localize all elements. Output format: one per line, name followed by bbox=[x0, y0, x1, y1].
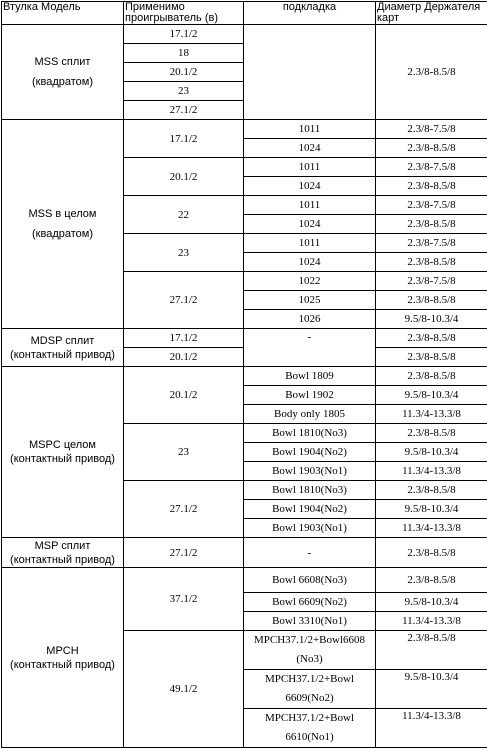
diameter-cell: 9.5/8-10.3/4 bbox=[376, 670, 487, 709]
applicable-cell: 27.1/2 bbox=[124, 481, 244, 538]
diameter-cell: 2.3/8-8.5/8 bbox=[376, 253, 487, 272]
diameter-cell: 2.3/8-7.5/8 bbox=[376, 196, 487, 215]
diameter-cell: 11.3/4-13.3/8 bbox=[376, 462, 487, 481]
model-name: MDSP сплит bbox=[3, 334, 122, 348]
pad-cell: Bowl 1903(No1) bbox=[244, 519, 376, 538]
diameter-cell: 9.5/8-10.3/4 bbox=[376, 443, 487, 462]
pad-cell: Bowl 1810(No3) bbox=[244, 481, 376, 500]
pad-cell: Bowl 1904(No2) bbox=[244, 500, 376, 519]
pad-line: 6610(No1) bbox=[245, 728, 374, 747]
pad-line: MPCH37.1/2+Bowl bbox=[245, 709, 374, 728]
diameter-cell: 2.3/8-7.5/8 bbox=[376, 234, 487, 253]
diameter-cell: 2.3/8-8.5/8 bbox=[376, 631, 487, 670]
diameter-cell: 2.3/8-8.5/8 bbox=[376, 139, 487, 158]
model-cell bbox=[2, 538, 124, 568]
diameter-cell: 9.5/8-10.3/4 bbox=[376, 310, 487, 329]
model-note: (контактный привод) bbox=[3, 553, 122, 567]
applicable-cell: 23 bbox=[124, 424, 244, 481]
header-applicable: Применимо проигрыватель (в) bbox=[124, 2, 244, 25]
pad-cell: 1024 bbox=[244, 215, 376, 234]
pad-cell: - bbox=[244, 329, 376, 367]
model-name: MSS в целом bbox=[3, 204, 122, 224]
pad-cell: 1011 bbox=[244, 196, 376, 215]
applicable-cell: 23 bbox=[124, 234, 244, 272]
diameter-cell: 2.3/8-8.5/8 bbox=[376, 291, 487, 310]
model-name: MPCH bbox=[3, 644, 122, 658]
applicable-cell: 37.1/2 bbox=[124, 568, 244, 631]
pad-cell: 1024 bbox=[244, 139, 376, 158]
header-diameter: Диаметр Держателя карт bbox=[376, 2, 487, 25]
diameter-cell: 9.5/8-10.3/4 bbox=[376, 386, 487, 405]
model-cell bbox=[2, 25, 124, 120]
applicable-cell: 17.1/2 bbox=[124, 25, 244, 44]
header-model: Втулка Модель bbox=[2, 2, 124, 25]
pad-line: MPCH37.1/2+Bowl6608 bbox=[245, 631, 374, 650]
pad-cell: Bowl 1902 bbox=[244, 386, 376, 405]
model-note: (контактный привод) bbox=[3, 348, 122, 362]
applicable-cell: 27.1/2 bbox=[124, 538, 244, 568]
diameter-cell: 11.3/4-13.3/8 bbox=[376, 612, 487, 631]
diameter-cell: 11.3/4-13.3/8 bbox=[376, 519, 487, 538]
diameter-cell: 2.3/8-7.5/8 bbox=[376, 272, 487, 291]
applicable-cell: 27.1/2 bbox=[124, 272, 244, 329]
diameter-cell: 2.3/8-8.5/8 bbox=[376, 538, 487, 568]
pad-cell bbox=[244, 631, 376, 670]
pad-line: (No3) bbox=[245, 650, 374, 669]
model-note: (квадратом) bbox=[3, 224, 122, 244]
pad-cell: - bbox=[244, 538, 376, 568]
diameter-cell: 2.3/8-8.5/8 bbox=[376, 25, 487, 120]
model-name: MSS сплит bbox=[3, 52, 122, 72]
applicable-cell: 27.1/2 bbox=[124, 101, 244, 120]
diameter-cell: 2.3/8-7.5/8 bbox=[376, 158, 487, 177]
applicable-cell: 23 bbox=[124, 82, 244, 101]
model-cell bbox=[2, 329, 124, 367]
diameter-cell: 2.3/8-8.5/8 bbox=[376, 215, 487, 234]
table-row bbox=[2, 367, 487, 386]
diameter-cell: 11.3/4-13.3/8 bbox=[376, 709, 487, 748]
pad-cell: 1022 bbox=[244, 272, 376, 291]
table-row bbox=[2, 538, 487, 568]
applicable-cell: 17.1/2 bbox=[124, 329, 244, 348]
pad-cell bbox=[244, 25, 376, 120]
diameter-cell: 11.3/4-13.3/8 bbox=[376, 405, 487, 424]
pad-cell: Body only 1805 bbox=[244, 405, 376, 424]
model-cell bbox=[2, 568, 124, 748]
diameter-cell: 2.3/8-8.5/8 bbox=[376, 367, 487, 386]
applicable-cell: 22 bbox=[124, 196, 244, 234]
model-note: (контактный привод) bbox=[3, 452, 122, 466]
applicable-cell: 20.1/2 bbox=[124, 63, 244, 82]
pad-cell: Bowl 6608(No3) bbox=[244, 568, 376, 593]
applicable-cell: 49.1/2 bbox=[124, 631, 244, 748]
diameter-cell: 2.3/8-8.5/8 bbox=[376, 177, 487, 196]
pad-cell: 1011 bbox=[244, 120, 376, 139]
pad-cell: 1011 bbox=[244, 158, 376, 177]
table-row bbox=[2, 568, 487, 593]
diameter-cell: 2.3/8-7.5/8 bbox=[376, 120, 487, 139]
model-cell bbox=[2, 367, 124, 538]
header-row bbox=[2, 2, 487, 25]
diameter-cell: 9.5/8-10.3/4 bbox=[376, 500, 487, 519]
header-pad: подкладка bbox=[244, 2, 376, 25]
spec-table bbox=[1, 1, 487, 748]
table-row bbox=[2, 329, 487, 348]
pad-cell: Bowl 1810(No3) bbox=[244, 424, 376, 443]
table-row bbox=[2, 25, 487, 44]
diameter-cell: 2.3/8-8.5/8 bbox=[376, 329, 487, 348]
pad-cell: Bowl 1809 bbox=[244, 367, 376, 386]
applicable-cell: 20.1/2 bbox=[124, 367, 244, 424]
diameter-cell: 2.3/8-8.5/8 bbox=[376, 568, 487, 593]
pad-cell: 1024 bbox=[244, 177, 376, 196]
pad-cell: Bowl 1904(No2) bbox=[244, 443, 376, 462]
diameter-cell: 2.3/8-8.5/8 bbox=[376, 481, 487, 500]
pad-cell: 1011 bbox=[244, 234, 376, 253]
pad-cell: 1025 bbox=[244, 291, 376, 310]
model-note: (квадратом) bbox=[3, 72, 122, 92]
pad-cell bbox=[244, 709, 376, 748]
table-row bbox=[2, 120, 487, 139]
applicable-cell: 20.1/2 bbox=[124, 158, 244, 196]
applicable-cell: 20.1/2 bbox=[124, 348, 244, 367]
pad-cell: Bowl 3310(No1) bbox=[244, 612, 376, 631]
pad-cell: 1026 bbox=[244, 310, 376, 329]
pad-cell: Bowl 6609(No2) bbox=[244, 593, 376, 612]
pad-line: 6609(No2) bbox=[245, 689, 374, 708]
model-name: MSPC целом bbox=[3, 438, 122, 452]
pad-line: MPCH37.1/2+Bowl bbox=[245, 670, 374, 689]
diameter-cell: 9.5/8-10.3/4 bbox=[376, 593, 487, 612]
applicable-cell: 18 bbox=[124, 44, 244, 63]
applicable-cell: 17.1/2 bbox=[124, 120, 244, 158]
model-name: MSP сплит bbox=[3, 539, 122, 553]
model-cell bbox=[2, 120, 124, 329]
diameter-cell: 2.3/8-8.5/8 bbox=[376, 424, 487, 443]
pad-cell: 1024 bbox=[244, 253, 376, 272]
pad-cell: Bowl 1903(No1) bbox=[244, 462, 376, 481]
pad-cell bbox=[244, 670, 376, 709]
model-note: (контактный привод) bbox=[3, 658, 122, 672]
diameter-cell: 2.3/8-8.5/8 bbox=[376, 348, 487, 367]
